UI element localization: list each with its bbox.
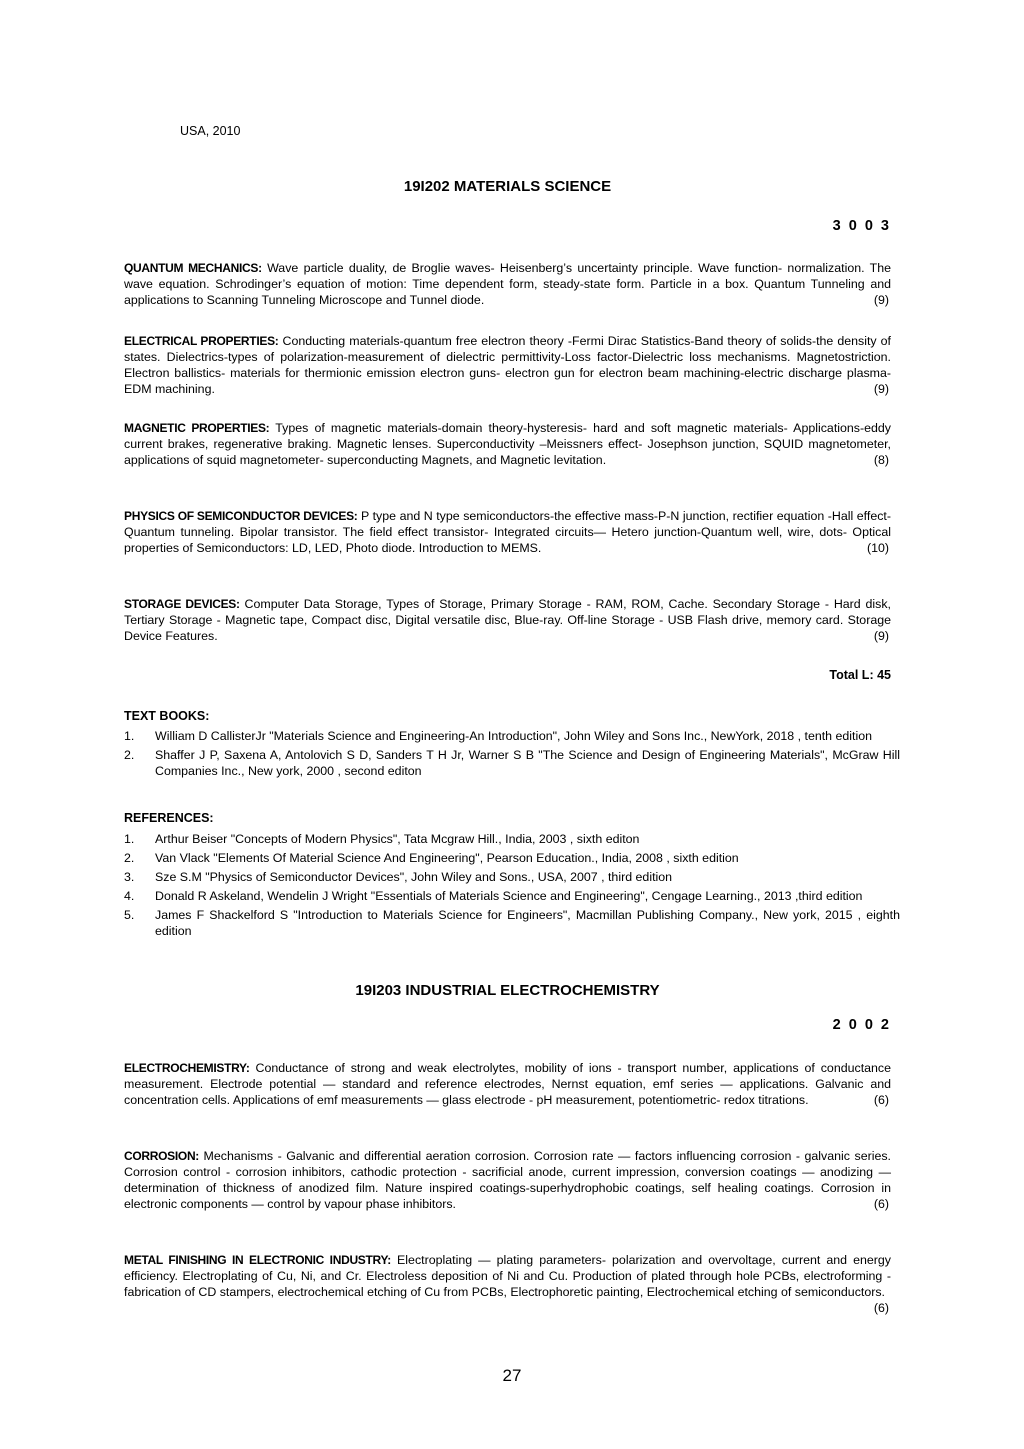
list-item-number: 2.	[124, 851, 135, 865]
unit-body: Wave particle duality, de Broglie waves- Heisenberg’s uncertainty principle. Wave function- normalization. The wave equation. Schrodinger’s equation of motion: Time dependent form, steady-state form. Particle in a box. Quantum Tunneling and applications to Scanning Tunneling Microscope and Tunnel diode.	[124, 261, 891, 307]
list-item	[124, 888, 900, 904]
unit-hours: (9)	[873, 293, 889, 307]
unit-hours: (10)	[866, 541, 889, 555]
list-item-number: 1.	[124, 729, 135, 743]
unit-body: Computer Data Storage, Types of Storage, Primary Storage - RAM, ROM, Cache. Secondary Storage - Hard disk, Tertiary Storage - Magnetic tape, Compact disc, Digital versatile disc, Blue-ray. Off-line Storage - USB Flash drive, memory card. Storage Device Features.	[124, 597, 891, 643]
unit-quantum-mechanics	[124, 260, 891, 308]
unit-heading: MAGNETIC PROPERTIES:	[124, 421, 270, 435]
list-item-text: Donald R Askeland, Wendelin J Wright "Essentials of Materials Science and Engineering", Cengage Learning., 2013 ,third edition	[155, 889, 863, 903]
list-item-number: 3.	[124, 870, 135, 884]
course-credits-materials-science: 3 0 0 3	[832, 218, 891, 234]
list-item-text: William D CallisterJr "Materials Science and Engineering-An Introduction", John Wiley and Sons Inc., NewYork, 2018 , tenth edition	[155, 729, 873, 743]
unit-corrosion	[124, 1148, 891, 1212]
unit-metal-finishing	[124, 1252, 891, 1316]
course-title-materials-science: 19I202 MATERIALS SCIENCE	[403, 178, 612, 195]
unit-hours: (9)	[873, 382, 889, 396]
list-item	[124, 869, 900, 885]
total-hours: Total L: 45	[829, 668, 891, 682]
unit-hours: (6)	[873, 1093, 889, 1107]
course-title-industrial-electrochemistry: 19I203 INDUSTRIAL ELECTROCHEMISTRY	[355, 982, 660, 999]
list-item	[124, 747, 900, 779]
references-list	[124, 831, 900, 942]
unit-semiconductor-devices	[124, 508, 891, 556]
unit-heading: ELECTRICAL PROPERTIES:	[124, 334, 279, 348]
unit-heading: PHYSICS OF SEMICONDUCTOR DEVICES:	[124, 509, 358, 523]
list-item	[124, 850, 900, 866]
unit-body: Electroplating — plating parameters- polarization and overvoltage, current and energy efficiency. Electroplating of Cu, Ni, and Cr. Electroless deposition of Ni and Cu. Production of plated through hole PCBs, electroforming - fabrication of CD stampers, electrochemical etching of Cu from PCBs, Electrophoretic painting, Electrochemical etching of semiconductors.	[124, 1253, 891, 1299]
unit-heading: QUANTUM MECHANICS:	[124, 261, 262, 275]
list-item-text: James F Shackelford S "Introduction to Materials Science for Engineers", Macmillan Publishing Company., New york, 2015 , eighth edition	[155, 908, 900, 938]
header-text: USA, 2010	[180, 124, 241, 138]
unit-heading: METAL FINISHING IN ELECTRONIC INDUSTRY:	[124, 1253, 391, 1267]
unit-magnetic-properties	[124, 420, 891, 468]
list-item-number: 4.	[124, 889, 135, 903]
references-heading: REFERENCES:	[124, 811, 214, 825]
list-item-text: Van Vlack "Elements Of Material Science And Engineering", Pearson Education., India, 2008 , sixth edition	[155, 851, 739, 865]
list-item	[124, 831, 900, 847]
unit-body: Mechanisms - Galvanic and differential aeration corrosion. Corrosion rate — factors influencing corrosion - galvanic series. Corrosion control - corrosion inhibitors, cathodic protection - sacrificial anode, current impression, conversion coatings — anodizing — determination of thickness of anodized film. Nature inspired coatings-superhydrophobic coatings, self healing coatings. Corrosion in electronic components — control by vapour phase inhibitors.	[124, 1149, 891, 1211]
unit-hours: (8)	[873, 453, 889, 467]
unit-storage-devices	[124, 596, 891, 644]
course-credits-industrial-electrochemistry: 2 0 0 2	[832, 1017, 891, 1033]
unit-hours: (9)	[873, 629, 889, 643]
list-item-number: 5.	[124, 908, 135, 922]
unit-heading: STORAGE DEVICES:	[124, 597, 240, 611]
list-item-number: 1.	[124, 832, 135, 846]
unit-body: Conductance of strong and weak electrolytes, mobility of ions - transport number, applications of conductance measurement. Electrode potential — standard and reference electrodes, Nernst equation, emf series — applications. Galvanic and concentration cells. Applications of emf measurements — glass electrode - pH measurement, potentiometric- redox titrations.	[124, 1061, 891, 1107]
list-item-text: Sze S.M "Physics of Semiconductor Devices", John Wiley and Sons., USA, 2007 , third edition	[155, 870, 673, 884]
text-books-list	[124, 728, 900, 782]
unit-body: Types of magnetic materials-domain theory-hysteresis- hard and soft magnetic materials- Applications-eddy current brakes, regenerative braking. Magnetic lenses. Superconductivity –Meissners effect- Josephson junction, SQUID magnetometer, applications of squid magnetometer- superconducting Magnets, and Magnetic levitation.	[124, 421, 891, 467]
list-item-number: 2.	[124, 748, 135, 762]
list-item	[124, 728, 900, 744]
unit-body: Conducting materials-quantum free electron theory -Fermi Dirac Statistics-Band theory of solids-the density of states. Dielectrics-types of polarization-measurement of dielectric permittivity-Loss factor-Dielectric loss mechanisms. Magnetostriction. Electron ballistics- materials for thermionic emission electron guns- electron gun for electron beam machining-electric discharge plasma-EDM machining.	[124, 334, 891, 396]
list-item-text: Shaffer J P, Saxena A, Antolovich S D, Sanders T H Jr, Warner S B "The Science and Design of Engineering Materials", McGraw Hill Companies Inc., New york, 2000 , second editon	[155, 748, 900, 778]
unit-electrical-properties	[124, 333, 891, 397]
list-item	[124, 907, 900, 939]
unit-hours: (6)	[873, 1197, 889, 1211]
text-books-heading: TEXT BOOKS:	[124, 709, 210, 723]
page-number: 27	[502, 1366, 522, 1385]
unit-heading: CORROSION:	[124, 1149, 200, 1163]
unit-heading: ELECTROCHEMISTRY:	[124, 1061, 250, 1075]
list-item-text: Arthur Beiser "Concepts of Modern Physics", Tata Mcgraw Hill., India, 2003 , sixth editon	[155, 832, 640, 846]
unit-hours: (6)	[873, 1301, 889, 1315]
unit-electrochemistry	[124, 1060, 891, 1108]
unit-body: P type and N type semiconductors-the effective mass-P-N junction, rectifier equation -Hall effect-Quantum tunneling. Bipolar transistor. The field effect transistor- Integrated circuits— Hetero junction-Quantum well, wire, dots- Optical properties of Semiconductors: LD, LED, Photo diode. Introduction to MEMS.	[124, 509, 892, 555]
